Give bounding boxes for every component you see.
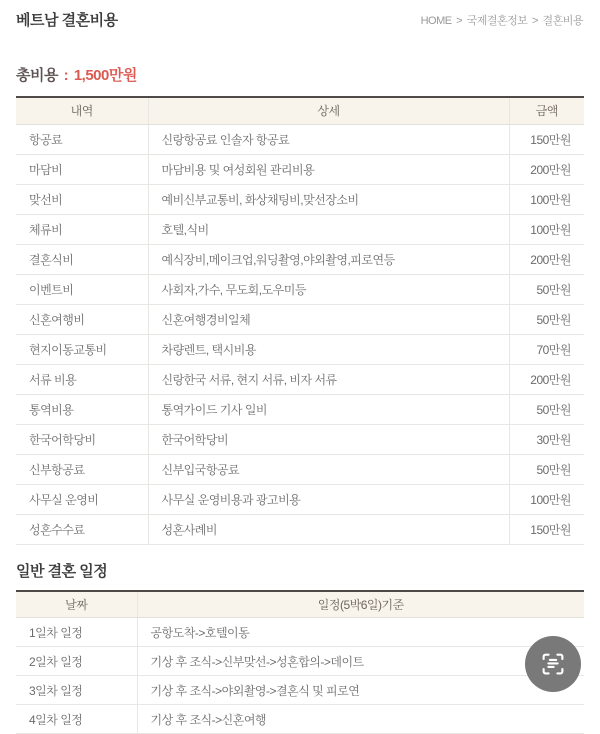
schedule-section-title: 일반 결혼 일정 bbox=[16, 560, 584, 581]
cell-day: 2일차 일정 bbox=[16, 647, 137, 676]
col-header-amount: 금액 bbox=[509, 97, 584, 124]
table-row bbox=[16, 484, 584, 514]
cell-amount: 200만원 bbox=[509, 154, 584, 184]
cell-item: 한국어학당비 bbox=[16, 424, 148, 454]
cell-item: 이벤트비 bbox=[16, 274, 148, 304]
cell-plan: 기상 후 조식->신부맞선->성혼합의->데이트 bbox=[137, 647, 584, 676]
table-row bbox=[16, 514, 584, 544]
total-cost-value: 1,500만원 bbox=[74, 67, 137, 84]
cell-item: 현지이동교통비 bbox=[16, 334, 148, 364]
col-header-item: 내역 bbox=[16, 97, 148, 124]
schedule-table bbox=[16, 590, 584, 734]
cell-amount: 200만원 bbox=[509, 244, 584, 274]
scan-text-icon bbox=[538, 649, 568, 679]
breadcrumb-marriage-cost[interactable]: 결혼비용 bbox=[542, 15, 583, 27]
cell-item: 사무실 운영비 bbox=[16, 484, 148, 514]
cell-item: 신혼여행비 bbox=[16, 304, 148, 334]
cell-amount: 100만원 bbox=[509, 484, 584, 514]
schedule-header-row bbox=[16, 591, 584, 618]
col-header-detail: 상세 bbox=[148, 97, 509, 124]
page-title: 베트남 결혼비용 bbox=[16, 9, 118, 30]
cell-amount: 100만원 bbox=[509, 184, 584, 214]
cell-item: 맞선비 bbox=[16, 184, 148, 214]
cell-detail: 통역가이드 기사 일비 bbox=[148, 394, 509, 424]
cell-detail: 한국어학당비 bbox=[148, 424, 509, 454]
cell-amount: 50만원 bbox=[509, 304, 584, 334]
cell-plan: 기상 후 조식->야외촬영->결혼식 및 피로연 bbox=[137, 676, 584, 705]
table-row bbox=[16, 244, 584, 274]
cell-day: 4일차 일정 bbox=[16, 705, 137, 734]
cell-amount: 200만원 bbox=[509, 364, 584, 394]
cell-amount: 30만원 bbox=[509, 424, 584, 454]
cell-amount: 50만원 bbox=[509, 274, 584, 304]
table-row bbox=[16, 394, 584, 424]
cell-detail: 신부입국항공료 bbox=[148, 454, 509, 484]
cell-item: 성혼수수료 bbox=[16, 514, 148, 544]
breadcrumb-home[interactable]: HOME bbox=[421, 15, 452, 27]
cell-detail: 성혼사례비 bbox=[148, 514, 509, 544]
table-row bbox=[16, 424, 584, 454]
cost-table bbox=[16, 96, 584, 545]
table-row bbox=[16, 676, 584, 705]
cell-item: 서류 비용 bbox=[16, 364, 148, 394]
cell-item: 통역비용 bbox=[16, 394, 148, 424]
cell-amount: 100만원 bbox=[509, 214, 584, 244]
cell-item: 마담비 bbox=[16, 154, 148, 184]
cell-amount: 150만원 bbox=[509, 124, 584, 154]
col-header-plan: 일정(5박6일)기준 bbox=[137, 591, 584, 618]
table-row bbox=[16, 647, 584, 676]
cell-detail: 마담비용 및 여성회원 관리비용 bbox=[148, 154, 509, 184]
total-cost bbox=[16, 64, 584, 85]
page-header bbox=[0, 0, 600, 30]
cell-amount: 50만원 bbox=[509, 454, 584, 484]
cell-detail: 차량렌트, 택시비용 bbox=[148, 334, 509, 364]
table-row bbox=[16, 364, 584, 394]
table-row bbox=[16, 154, 584, 184]
breadcrumb-separator: > bbox=[456, 15, 462, 27]
table-row bbox=[16, 454, 584, 484]
breadcrumb-separator: > bbox=[532, 15, 538, 27]
table-row bbox=[16, 124, 584, 154]
cell-day: 3일차 일정 bbox=[16, 676, 137, 705]
cell-day: 1일차 일정 bbox=[16, 618, 137, 647]
cell-detail: 예식장비,메이크업,워딩촬영,야외촬영,피로연등 bbox=[148, 244, 509, 274]
table-row bbox=[16, 214, 584, 244]
table-row bbox=[16, 618, 584, 647]
total-cost-separator: : bbox=[64, 67, 69, 84]
table-row bbox=[16, 184, 584, 214]
cell-item: 항공료 bbox=[16, 124, 148, 154]
breadcrumb-intl-marriage-info[interactable]: 국제결혼정보 bbox=[467, 15, 528, 27]
scan-text-button[interactable] bbox=[525, 636, 581, 692]
col-header-day: 날짜 bbox=[16, 591, 137, 618]
cell-plan: 공항도착->호텔이동 bbox=[137, 618, 584, 647]
cost-table-header-row bbox=[16, 97, 584, 124]
cell-amount: 70만원 bbox=[509, 334, 584, 364]
table-row bbox=[16, 705, 584, 734]
cell-amount: 150만원 bbox=[509, 514, 584, 544]
cell-detail: 신혼여행경비일체 bbox=[148, 304, 509, 334]
cell-plan: 기상 후 조식->신혼여행 bbox=[137, 705, 584, 734]
cell-detail: 호텔,식비 bbox=[148, 214, 509, 244]
table-row bbox=[16, 334, 584, 364]
cell-detail: 신랑한국 서류, 현지 서류, 비자 서류 bbox=[148, 364, 509, 394]
cell-item: 결혼식비 bbox=[16, 244, 148, 274]
cell-item: 체류비 bbox=[16, 214, 148, 244]
cell-detail: 신랑항공료 인솔자 항공료 bbox=[148, 124, 509, 154]
cell-detail: 예비신부교통비, 화상채팅비,맞선장소비 bbox=[148, 184, 509, 214]
table-row bbox=[16, 304, 584, 334]
cell-detail: 사무실 운영비용과 광고비용 bbox=[148, 484, 509, 514]
cell-amount: 50만원 bbox=[509, 394, 584, 424]
cell-detail: 사회자,가수, 무도회,도우미등 bbox=[148, 274, 509, 304]
table-row bbox=[16, 274, 584, 304]
total-cost-label: 총비용 bbox=[16, 67, 58, 84]
breadcrumb bbox=[420, 12, 584, 28]
cell-item: 신부항공료 bbox=[16, 454, 148, 484]
